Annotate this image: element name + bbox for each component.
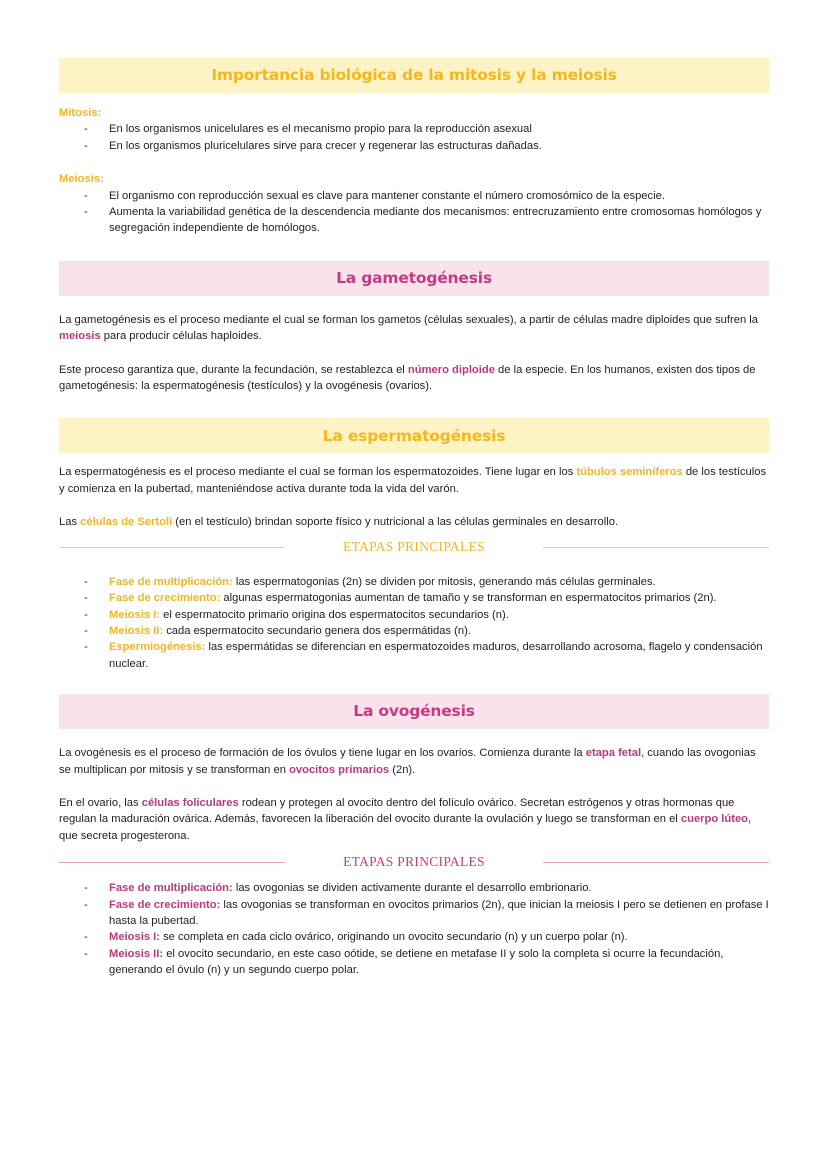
divider-line [543, 547, 769, 548]
paragraph: La gametogénesis es el proceso mediante el cual se forman los gametos (células sexuales), a partir de células madre diploides que sufren la meiosis para producir células haploides. [59, 313, 758, 343]
list-item: - Fase de crecimiento: las ovogonias se transforman en ovocitos primarios (2n), que inician la meiosis I pero se detienen en profase I hasta la pubertad. [59, 897, 769, 930]
highlight-term: meiosis [59, 330, 101, 343]
paragraph: En el ovario, las células foliculares rodean y protegen al ovocito dentro del folículo ovárico. Secretan estrógenos y otras hormonas que regulan la maduración ovárica. Además, favorecen la liberación del ovocito durante la ovulación y luego se transforman en el cuerpo lúteo, que secreta progesterona. [59, 796, 752, 842]
section-title: Importancia biológica de la mitosis y la meiosis [211, 66, 617, 85]
meiosis-label: Meiosis: [59, 173, 104, 186]
section-banner-oogenesis [59, 694, 769, 729]
section-banner-mitosis-meiosis [59, 58, 769, 93]
highlight-term: número diploide [407, 363, 495, 376]
list-item: - Fase de multiplicación: las ovogonias se dividen activamente durante el desarrollo embrionario. [59, 880, 769, 896]
divider-line [543, 862, 769, 863]
highlight-term: células de Sertoli [80, 516, 173, 529]
list-item: - Meiosis I: se completa en cada ciclo ovárico, originando un ovocito secundario (n) y un cuerpo polar (n). [59, 929, 769, 945]
stages-title: ETAPAS PRINCIPALES [343, 539, 485, 555]
highlight-term: túbulos seminíferos [576, 466, 683, 479]
mitosis-list [59, 121, 769, 154]
list-item: - Fase de crecimiento: algunas espermatogonias aumentan de tamaño y se transforman en espermatocitos primarios (2n). [59, 590, 769, 606]
stages-title: ETAPAS PRINCIPALES [343, 853, 485, 869]
list-item: - Fase de multiplicación: las espermatogonias (2n) se dividen por mitosis, generando más células germinales. [59, 574, 769, 590]
meiosis-list [59, 188, 769, 237]
highlight-term: ovocitos primarios [289, 763, 390, 776]
paragraph: Las células de Sertoli (en el testículo) brindan soporte físico y nutricional a las células germinales en desarrollo. [59, 516, 619, 529]
stages-divider [59, 538, 769, 558]
section-title: La gametogénesis [336, 269, 492, 288]
spermatogenesis-stages-list [59, 574, 769, 672]
list-item: - Meiosis II: el ovocito secundario, en este caso oótide, se detiene en metafase II y solo la completa si ocurre la fecundación, generando el óvulo (n) y un segundo cuerpo polar. [59, 946, 769, 979]
section-banner-spermatogenesis [59, 418, 769, 453]
section-banner-gametogenesis [59, 261, 769, 296]
highlight-term: etapa fetal [585, 747, 642, 760]
divider-line [59, 547, 285, 548]
highlight-term: cuerpo lúteo [680, 813, 749, 826]
highlight-term: células foliculares [141, 796, 239, 809]
list-item: - En los organismos unicelulares es el mecanismo propio para la reproducción asexual [59, 121, 769, 137]
mitosis-label: Mitosis: [59, 107, 102, 119]
paragraph: La ovogénesis es el proceso de formación de los óvulos y tiene lugar en los ovarios. Comienza durante la etapa fetal, cuando las ovogonias se multiplican por mitosis y se transforman en ovocitos primarios (2n). [59, 747, 756, 776]
list-item: - Meiosis I: el espermatocito primario origina dos espermatocitos secundarios (n). [59, 607, 769, 623]
paragraph: La espermatogénesis es el proceso mediante el cual se forman los espermatozoides. Tiene lugar en los túbulos seminíferos de los testículos y comienza en la pubertad, manteniéndose activa durante toda la vida del varón. [59, 466, 767, 495]
section-title: La espermatogénesis [322, 426, 506, 445]
list-item: - Aumenta la variabilidad genética de la descendencia mediante dos mecanismos: entrecruzamiento entre cromosomas homólogos y segregación independiente de homólogos. [59, 204, 769, 237]
paragraph: Este proceso garantiza que, durante la fecundación, se restablezca el número diploide de la especie. En los humanos, existen dos tipos de gametogénesis: la espermatogénesis (testículos) y la ovogénesis (ovarios). [59, 363, 756, 393]
divider-line [59, 862, 285, 863]
list-item: - El organismo con reproducción sexual es clave para mantener constante el número cromosómico de la especie. [59, 188, 769, 204]
list-item: - En los organismos pluricelulares sirve para crecer y regenerar las estructuras dañadas. [59, 138, 769, 154]
stages-divider [59, 852, 769, 872]
list-item: - Espermiogénesis: las espermátidas se diferencian en espermatozoides maduros, desarrollando acrosoma, flagelo y condensación nuclear. [59, 639, 769, 672]
list-item: - Meiosis II: cada espermatocito secundario genera dos espermátidas (n). [59, 623, 769, 639]
oogenesis-stages-list [59, 880, 769, 978]
section-title: La ovogénesis [353, 702, 475, 721]
document-page [59, 58, 769, 979]
